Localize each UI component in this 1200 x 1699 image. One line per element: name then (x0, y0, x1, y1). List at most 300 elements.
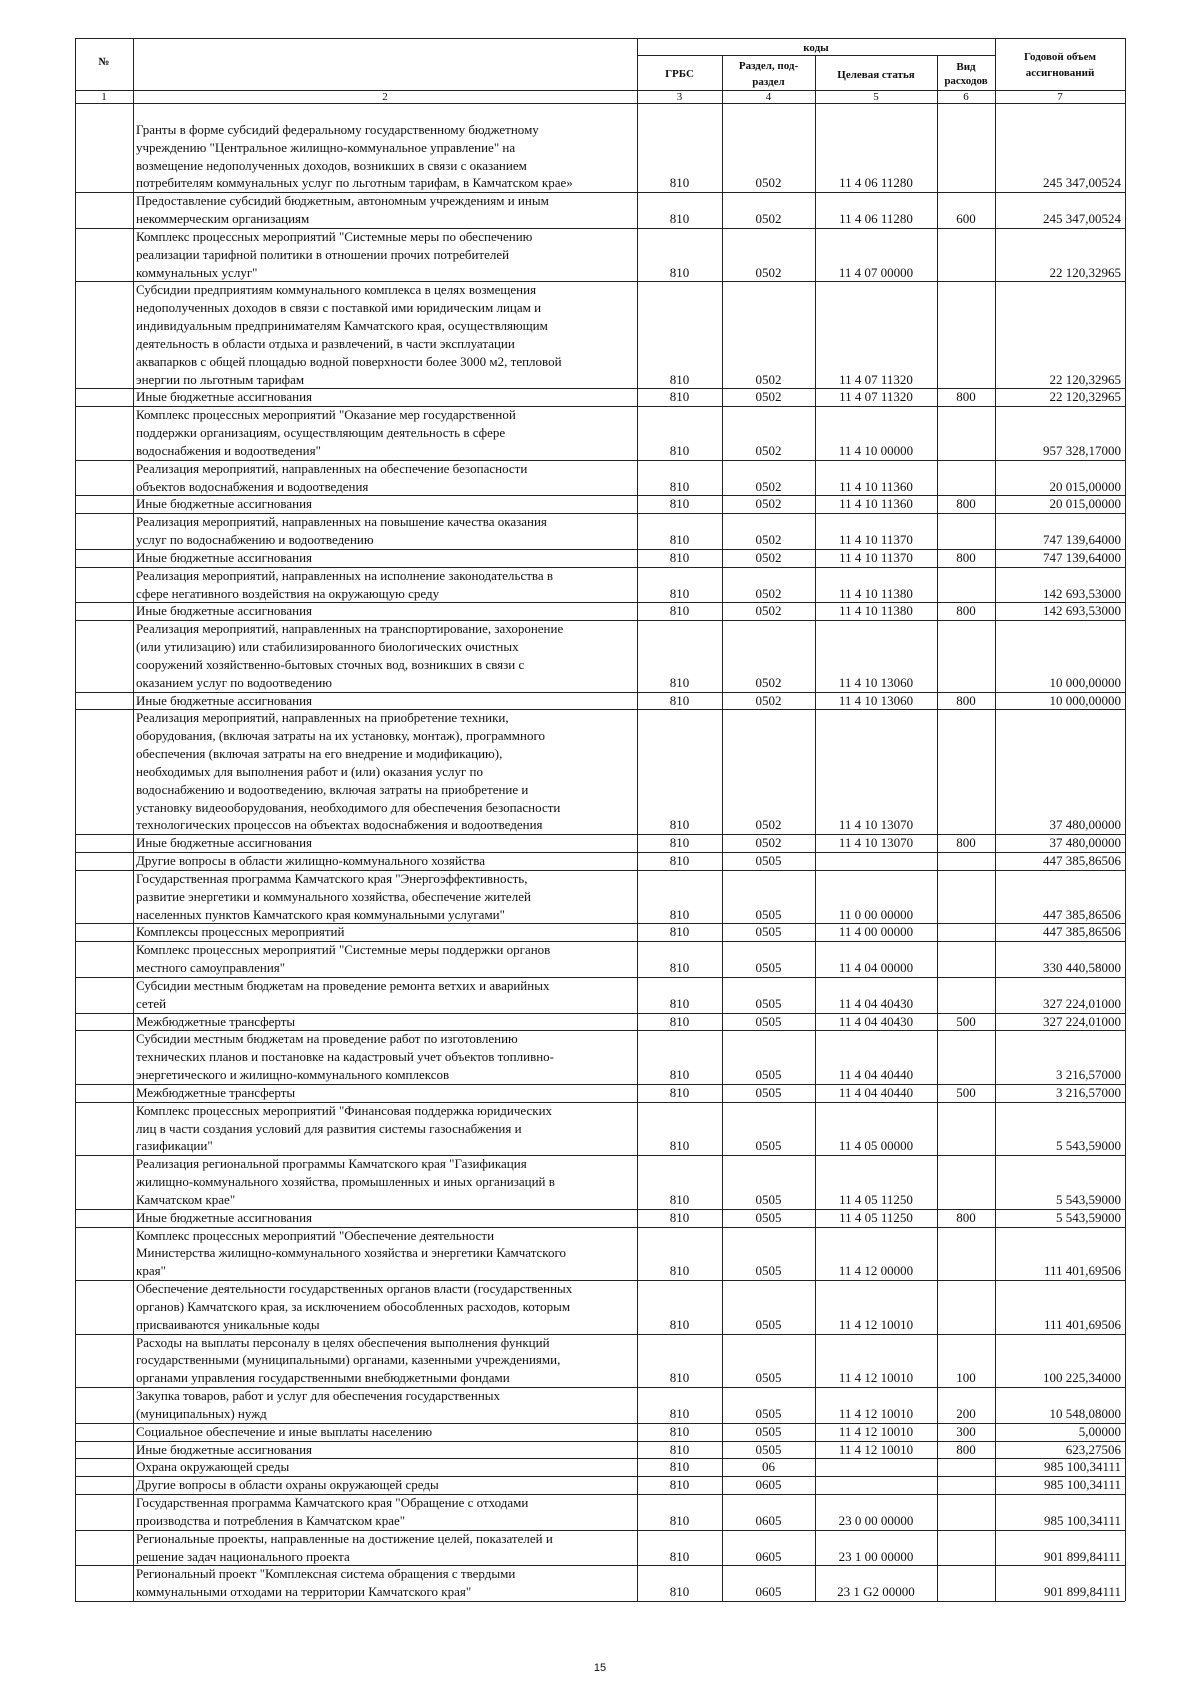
table-rule (75, 388, 133, 389)
amount-cell: 901 899,84111 (1043, 1548, 1121, 1564)
celevaya-cell: 11 4 07 00000 (838, 264, 914, 280)
grbs-cell: 810 (669, 371, 690, 387)
razdel-cell: 0502 (755, 835, 782, 851)
vid-rashodov-cell: 800 (956, 549, 976, 565)
razdel-cell: 0505 (755, 1405, 782, 1421)
vid-rashodov-cell: 500 (956, 1013, 976, 1029)
vid-rashodov-cell: 100 (956, 1370, 976, 1386)
amount-cell: 142 693,53000 (1043, 603, 1121, 619)
row-description-line: Иные бюджетные ассигнования (136, 389, 313, 405)
row-description-line: коммунальными отходами на территории Камчатского края" (136, 1584, 472, 1600)
razdel-cell: 0502 (755, 585, 782, 601)
razdel-cell: 0505 (755, 995, 782, 1011)
vid-rashodov-cell: 500 (956, 1084, 976, 1100)
celevaya-cell: 11 4 04 40440 (838, 1084, 914, 1100)
grbs-cell: 810 (669, 924, 690, 940)
row-description-line: установку видеооборудования, необходимого для обеспечения безопасности (136, 799, 561, 815)
table-rule (75, 192, 133, 193)
celevaya-cell: 11 4 10 11370 (839, 532, 913, 548)
celevaya-cell: 11 4 10 13070 (838, 835, 914, 851)
razdel-cell: 0505 (755, 1013, 782, 1029)
grbs-cell: 810 (669, 1138, 690, 1154)
table-rule (75, 549, 133, 550)
header-vid-2: расходов (944, 75, 988, 87)
vid-rashodov-cell: 800 (956, 835, 976, 851)
amount-cell: 22 120,32965 (1049, 389, 1121, 405)
row-description-line: услуг по водоснабжению и водоотведению (136, 532, 374, 548)
amount-cell: 10 000,00000 (1049, 674, 1121, 690)
table-rule (75, 460, 133, 461)
razdel-cell: 0605 (755, 1477, 782, 1493)
amount-cell: 5 543,59000 (1056, 1138, 1121, 1154)
razdel-cell: 0505 (755, 906, 782, 922)
vid-rashodov-cell: 600 (956, 211, 976, 227)
razdel-cell: 0502 (755, 496, 782, 512)
header-vid: Вид (956, 61, 976, 73)
header-razdel-2: раздел (752, 76, 785, 88)
amount-cell: 245 347,00524 (1043, 175, 1121, 191)
row-description-line: водоснабжению и водоотведению, включая затраты на приобретение и (136, 781, 529, 797)
row-description-line: (или утилизацию) или стабилизированного биологических очистных (136, 639, 519, 655)
celevaya-cell: 23 1 00 00000 (838, 1548, 914, 1564)
celevaya-cell: 11 4 10 00000 (838, 442, 914, 458)
row-description-line: Иные бюджетные ассигнования (136, 549, 313, 565)
grbs-cell: 810 (669, 1316, 690, 1332)
table-rule (75, 870, 133, 871)
table-rule (75, 103, 1125, 104)
column-number: 4 (765, 91, 772, 103)
amount-cell: 901 899,84111 (1043, 1584, 1121, 1600)
celevaya-cell: 23 1 G2 00000 (837, 1584, 915, 1600)
row-description-line: развитие энергетики и коммунального хозяйства, обеспечение жителей (136, 888, 531, 904)
row-description-line: Реализация мероприятий, направленных на исполнение законодательства в (136, 567, 554, 583)
amount-cell: 957 328,17000 (1043, 442, 1121, 458)
row-description-line: края" (136, 1263, 166, 1279)
row-description-line: водоснабжения и водоотведения" (136, 442, 321, 458)
table-rule (75, 1030, 133, 1031)
table-rule (75, 941, 133, 942)
row-description-line: технических планов и постановке на кадастровый учет объектов топливно- (136, 1049, 554, 1065)
row-description-line: аквапарков с общей площадью водной поверхности более 3000 м2, тепловой (136, 353, 562, 369)
row-description-line: обеспечения (включая затраты на его внедрение и модификацию), (136, 746, 503, 762)
razdel-cell: 0505 (755, 1263, 782, 1279)
amount-cell: 747 139,64000 (1043, 549, 1121, 565)
razdel-cell: 0502 (755, 371, 782, 387)
column-number: 1 (101, 91, 107, 103)
razdel-cell: 0605 (755, 1512, 782, 1528)
row-description-line: Реализация мероприятий, направленных на приобретение техники, (136, 710, 509, 726)
table-rule (75, 1334, 133, 1335)
table-rule (75, 1565, 133, 1566)
razdel-cell: 0502 (755, 389, 782, 405)
grbs-cell: 810 (669, 1263, 690, 1279)
row-description-line: Субсидии предприятиям коммунального комплекса в целях возмещения (136, 282, 537, 298)
row-description-line: Комплексы процессных мероприятий (136, 924, 345, 940)
table-rule (75, 406, 133, 407)
table-rule (75, 1601, 133, 1602)
table-rule (75, 977, 133, 978)
grbs-cell: 810 (669, 692, 690, 708)
razdel-cell: 0605 (755, 1584, 782, 1600)
row-description-line: сетей (136, 995, 167, 1011)
razdel-cell: 0502 (755, 264, 782, 280)
celevaya-cell: 11 4 04 40430 (838, 995, 914, 1011)
amount-cell: 20 015,00000 (1049, 478, 1121, 494)
celevaya-cell: 11 4 10 13070 (838, 817, 914, 833)
celevaya-cell: 11 4 07 11320 (839, 371, 913, 387)
celevaya-cell: 11 4 10 11370 (839, 549, 913, 565)
celevaya-cell: 11 4 04 40440 (838, 1067, 914, 1083)
celevaya-cell: 11 4 12 10010 (838, 1423, 914, 1439)
celevaya-cell: 11 4 04 00000 (838, 960, 914, 976)
razdel-cell: 0502 (755, 692, 782, 708)
table-rule (75, 1084, 133, 1085)
row-description-line: объектов водоснабжения и водоотведения (136, 478, 369, 494)
row-description-line: Министерства жилищно-коммунального хозяйства и энергетики Камчатского (136, 1245, 566, 1261)
razdel-cell: 0502 (755, 674, 782, 690)
grbs-cell: 810 (669, 1441, 690, 1457)
celevaya-cell: 11 4 12 00000 (838, 1263, 914, 1279)
row-description-line: Камчатском крае" (136, 1191, 236, 1207)
grbs-cell: 810 (669, 496, 690, 512)
row-description-line: Иные бюджетные ассигнования (136, 603, 313, 619)
grbs-cell: 810 (669, 1548, 690, 1564)
razdel-cell: 0505 (755, 853, 782, 869)
amount-cell: 447 385,86506 (1043, 924, 1121, 940)
vid-rashodov-cell: 300 (956, 1423, 976, 1439)
table-rule (75, 1423, 133, 1424)
grbs-cell: 810 (669, 1423, 690, 1439)
grbs-cell: 810 (669, 1459, 690, 1475)
row-description-line: газификации" (136, 1138, 213, 1154)
row-description-line: Реализация мероприятий, направленных на транспортирование, захоронение (136, 621, 564, 637)
grbs-cell: 810 (669, 1512, 690, 1528)
table-rule (75, 709, 133, 710)
row-description-line: (муниципальных) нужд (136, 1405, 267, 1421)
amount-cell: 37 480,00000 (1049, 817, 1121, 833)
amount-cell: 985 100,34111 (1043, 1459, 1121, 1475)
amount-cell: 5 543,59000 (1056, 1209, 1121, 1225)
row-description-line: Иные бюджетные ассигнования (136, 1441, 313, 1457)
grbs-cell: 810 (669, 1405, 690, 1421)
row-description-line: Межбюджетные трансферты (136, 1084, 296, 1100)
table-rule (75, 602, 133, 603)
page-number: 15 (593, 1662, 607, 1674)
row-description-line: потребителям коммунальных услуг по льготным тарифам, в Камчатском крае» (136, 175, 573, 191)
amount-cell: 142 693,53000 (1043, 585, 1121, 601)
celevaya-cell: 11 0 00 00000 (838, 906, 914, 922)
grbs-cell: 810 (669, 478, 690, 494)
row-description-line: Комплекс процессных мероприятий "Системные меры поддержки органов (136, 942, 551, 958)
razdel-cell: 0502 (755, 211, 782, 227)
column-number: 2 (382, 91, 388, 103)
row-description-line: недополученных доходов в связи с поставкой ими юридическим лицам и (136, 300, 542, 316)
row-description-line: Охрана окружающей среды (136, 1459, 290, 1475)
razdel-cell: 0605 (755, 1548, 782, 1564)
amount-cell: 5,00000 (1078, 1423, 1121, 1439)
row-description-line: технологических процессов на объектах водоснабжения и водоотведения (136, 817, 543, 833)
table-rule (75, 513, 133, 514)
grbs-cell: 810 (669, 585, 690, 601)
table-rule (75, 620, 133, 621)
row-description-line: присваиваются уникальные коды (136, 1316, 320, 1332)
row-description-line: Реализация мероприятий, направленных на повышение качества оказания (136, 514, 547, 530)
header-razdel: Раздел, под- (738, 60, 799, 72)
table-rule (75, 852, 133, 853)
row-description-line: энергетического и жилищно-коммунального комплексов (136, 1067, 450, 1083)
row-description-line: Социальное обеспечение и иные выплаты населению (136, 1423, 433, 1439)
amount-cell: 747 139,64000 (1043, 532, 1121, 548)
razdel-cell: 0505 (755, 1370, 782, 1386)
table-rule (75, 1387, 133, 1388)
vid-rashodov-cell: 200 (956, 1405, 976, 1421)
celevaya-cell: 11 4 10 11380 (839, 603, 913, 619)
row-description-line: органов) Камчатского края, за исключением обособленных расходов, которым (136, 1298, 571, 1314)
table-rule (75, 834, 133, 835)
row-description-line: деятельность в области отдыха и развлечений, в части эксплуатации (136, 335, 515, 351)
table-rule (75, 692, 133, 693)
amount-cell: 20 015,00000 (1049, 496, 1121, 512)
row-description-line: Иные бюджетные ассигнования (136, 1209, 313, 1225)
table-rule (75, 495, 133, 496)
row-description-line: Иные бюджетные ассигнования (136, 692, 313, 708)
grbs-cell: 810 (669, 389, 690, 405)
row-description-line: Реализация мероприятий, направленных на обеспечение безопасности (136, 460, 528, 476)
row-description-line: Комплекс процессных мероприятий "Финансовая поддержка юридических (136, 1102, 553, 1118)
amount-cell: 330 440,58000 (1043, 960, 1121, 976)
row-description-line: Межбюджетные трансферты (136, 1013, 296, 1029)
grbs-cell: 810 (669, 1584, 690, 1600)
table-rule (75, 923, 133, 924)
razdel-cell: 0502 (755, 442, 782, 458)
amount-cell: 245 347,00524 (1043, 211, 1121, 227)
row-description-line: энергии по льготным тарифам (136, 371, 305, 387)
vid-rashodov-cell: 800 (956, 496, 976, 512)
row-description-line: решение задач национального проекта (136, 1548, 350, 1564)
celevaya-cell: 11 4 04 40430 (838, 1013, 914, 1029)
vid-rashodov-cell: 800 (956, 389, 976, 405)
table-rule (75, 1155, 133, 1156)
amount-cell: 985 100,34111 (1043, 1477, 1121, 1493)
razdel-cell: 0505 (755, 1067, 782, 1083)
row-description-line: Комплекс процессных мероприятий "Системные меры по обеспечению (136, 228, 533, 244)
grbs-cell: 810 (669, 835, 690, 851)
celevaya-cell: 11 4 05 00000 (838, 1138, 914, 1154)
row-description-line: местного самоуправления" (136, 960, 286, 976)
table-rule (75, 1013, 133, 1014)
grbs-cell: 810 (669, 853, 690, 869)
row-description-line: поддержки организациям, осуществляющим деятельность в сфере (136, 425, 506, 441)
grbs-cell: 810 (669, 1209, 690, 1225)
table-rule (75, 1494, 133, 1495)
table-rule (133, 1601, 1125, 1602)
celevaya-cell: 11 4 12 10010 (838, 1370, 914, 1386)
row-description-line: оказанием услуг по водоотведению (136, 674, 332, 690)
celevaya-cell: 11 4 05 11250 (839, 1191, 913, 1207)
row-description-line: сфере негативного воздействия на окружающую среду (136, 585, 440, 601)
grbs-cell: 810 (669, 1477, 690, 1493)
grbs-cell: 810 (669, 1067, 690, 1083)
table-rule (75, 1476, 133, 1477)
table-rule (75, 1209, 133, 1210)
row-description-line: Региональный проект "Комплексная система обращения с твердыми (136, 1566, 516, 1582)
amount-cell: 327 224,01000 (1043, 995, 1121, 1011)
table-rule (75, 567, 133, 568)
grbs-cell: 810 (669, 1370, 690, 1386)
razdel-cell: 0505 (755, 1138, 782, 1154)
celevaya-cell: 11 4 10 13060 (838, 674, 914, 690)
razdel-cell: 0505 (755, 960, 782, 976)
amount-cell: 111 401,69506 (1043, 1316, 1121, 1332)
celevaya-cell: 11 4 10 11360 (839, 478, 913, 494)
razdel-cell: 0502 (755, 478, 782, 494)
row-description-line: Иные бюджетные ассигнования (136, 835, 313, 851)
razdel-cell: 0505 (755, 1191, 782, 1207)
table-rule (1125, 38, 1126, 1601)
column-number: 5 (873, 91, 879, 103)
grbs-cell: 810 (669, 264, 690, 280)
table-rule (133, 38, 134, 1601)
amount-cell: 5 543,59000 (1056, 1191, 1121, 1207)
grbs-cell: 810 (669, 1013, 690, 1029)
table-rule (75, 228, 133, 229)
row-description-line: Расходы на выплаты персоналу в целях обеспечения выполнения функций (136, 1334, 550, 1350)
amount-cell: 22 120,32965 (1049, 264, 1121, 280)
celevaya-cell: 11 4 12 10010 (838, 1316, 914, 1332)
table-rule (75, 281, 133, 282)
row-description-line: Другие вопросы в области жилищно-коммунального хозяйства (136, 853, 485, 869)
column-number: 3 (676, 91, 683, 103)
celevaya-cell: 11 4 12 10010 (838, 1405, 914, 1421)
celevaya-cell: 11 4 00 00000 (838, 924, 914, 940)
celevaya-cell: 11 4 05 11250 (839, 1209, 913, 1225)
celevaya-cell: 23 0 00 00000 (838, 1512, 914, 1528)
amount-cell: 985 100,34111 (1043, 1512, 1121, 1528)
row-description-line: некоммерческим организациям (136, 211, 310, 227)
row-description-line: учреждению "Центральное жилищно-коммунальное управление" на (136, 139, 516, 155)
amount-cell: 447 385,86506 (1043, 853, 1121, 869)
celevaya-cell: 11 4 10 11360 (839, 496, 913, 512)
grbs-cell: 810 (669, 674, 690, 690)
razdel-cell: 0505 (755, 1441, 782, 1457)
header-num: № (98, 56, 110, 68)
grbs-cell: 810 (669, 995, 690, 1011)
grbs-cell: 810 (669, 960, 690, 976)
grbs-cell: 810 (669, 1191, 690, 1207)
amount-cell: 10 548,08000 (1049, 1405, 1121, 1421)
table-rule (75, 1458, 133, 1459)
row-description-line: Государственная программа Камчатского края "Обращение с отходами (136, 1495, 529, 1510)
razdel-cell: 0505 (755, 1209, 782, 1225)
row-description-line: Комплекс процессных мероприятий "Оказание мер государственной (136, 407, 516, 423)
celevaya-cell: 11 4 06 11280 (839, 211, 913, 227)
razdel-cell: 0502 (755, 603, 782, 619)
grbs-cell: 810 (669, 906, 690, 922)
row-description-line: Предоставление субсидий бюджетным, автономным учреждениям и иным (136, 193, 549, 209)
row-description-line: Субсидии местным бюджетам на проведение работ по изготовлению (136, 1031, 518, 1047)
amount-cell: 100 225,34000 (1043, 1370, 1121, 1386)
grbs-cell: 810 (669, 442, 690, 458)
row-description-line: производства и потребления в Камчатском крае" (136, 1512, 406, 1528)
row-description-line: Гранты в форме субсидий федеральному государственному бюджетному (136, 122, 539, 137)
row-description-line: лиц в части создания условий для развития системы газоснабжения и (136, 1120, 522, 1136)
row-description-line: Субсидии местным бюджетам на проведение ремонта ветхих и аварийных (136, 977, 550, 993)
razdel-cell: 0505 (755, 1423, 782, 1439)
row-description-line: реализации тарифной политики в отношении прочих потребителей (136, 246, 510, 262)
amount-cell: 37 480,00000 (1049, 835, 1121, 851)
table-rule (75, 1441, 133, 1442)
row-description-line: Другие вопросы в области охраны окружающей среды (136, 1477, 439, 1493)
razdel-cell: 0502 (755, 817, 782, 833)
header-godovoi: Годовой объем (1024, 51, 1096, 63)
table-rule (75, 38, 76, 1601)
row-description-line: Реализация региональной программы Камчатского края "Газификация (136, 1156, 527, 1172)
grbs-cell: 810 (669, 211, 690, 227)
grbs-cell: 810 (669, 532, 690, 548)
amount-cell: 22 120,32965 (1049, 371, 1121, 387)
vid-rashodov-cell: 800 (956, 1441, 976, 1457)
table-rule (75, 1530, 133, 1531)
vid-rashodov-cell: 800 (956, 1209, 976, 1225)
column-number: 7 (1057, 91, 1063, 103)
amount-cell: 111 401,69506 (1043, 1263, 1121, 1279)
table-rule (75, 38, 1125, 39)
grbs-cell: 810 (669, 549, 690, 565)
row-description-line: населенных пунктов Камчатского края коммунальными услугами" (136, 906, 505, 922)
celevaya-cell: 11 4 10 13060 (838, 692, 914, 708)
amount-cell: 447 385,86506 (1043, 906, 1121, 922)
column-number: 6 (963, 91, 969, 103)
razdel-cell: 0505 (755, 1084, 782, 1100)
razdel-cell: 06 (762, 1459, 775, 1475)
celevaya-cell: 11 4 12 10010 (838, 1441, 914, 1457)
razdel-cell: 0502 (755, 532, 782, 548)
vid-rashodov-cell: 800 (956, 603, 976, 619)
amount-cell: 3 216,57000 (1056, 1067, 1121, 1083)
amount-cell: 623,27506 (1065, 1441, 1121, 1457)
row-description-line: Закупка товаров, работ и услуг для обеспечения государственных (136, 1388, 501, 1404)
razdel-cell: 0502 (755, 549, 782, 565)
header-codes: коды (803, 42, 829, 54)
row-description-line: Государственная программа Камчатского края "Энергоэффективность, (136, 870, 528, 886)
grbs-cell: 810 (669, 175, 690, 191)
row-description-line: необходимых для выполнения работ и (или) оказания услуг по (136, 763, 484, 779)
table-rule (75, 1102, 133, 1103)
row-description-line: оборудования, (включая затраты на их установку, монтаж), программного (136, 728, 545, 744)
grbs-cell: 810 (669, 817, 690, 833)
table-rule (75, 1280, 133, 1281)
table-rule (637, 55, 995, 56)
amount-cell: 10 000,00000 (1049, 692, 1121, 708)
row-description-line: коммунальных услуг" (136, 264, 258, 280)
amount-cell: 327 224,01000 (1043, 1013, 1121, 1029)
row-description-line: сооружений хозяйственно-бытовых сточных вод, возникших в связи с (136, 656, 525, 672)
amount-cell: 3 216,57000 (1056, 1084, 1121, 1100)
celevaya-cell: 11 4 06 11280 (839, 175, 913, 191)
row-description-line: органами управления государственными внебюджетными фондами (136, 1370, 510, 1386)
row-description-line: возмещение недополученных доходов, возникших в связи с оказанием (136, 157, 527, 173)
header-godovoi-2: ассигнований (1025, 67, 1095, 79)
table-rule (75, 1227, 133, 1228)
celevaya-cell: 11 4 07 11320 (839, 389, 913, 405)
grbs-cell: 810 (669, 603, 690, 619)
celevaya-cell: 11 4 10 11380 (839, 585, 913, 601)
header-grbs: ГРБС (665, 68, 694, 80)
row-description-line: Комплекс процессных мероприятий "Обеспечение деятельности (136, 1227, 495, 1243)
row-description-line: Региональные проекты, направленные на достижение целей, показателей и (136, 1530, 553, 1546)
razdel-cell: 0505 (755, 924, 782, 940)
razdel-cell: 0505 (755, 1316, 782, 1332)
